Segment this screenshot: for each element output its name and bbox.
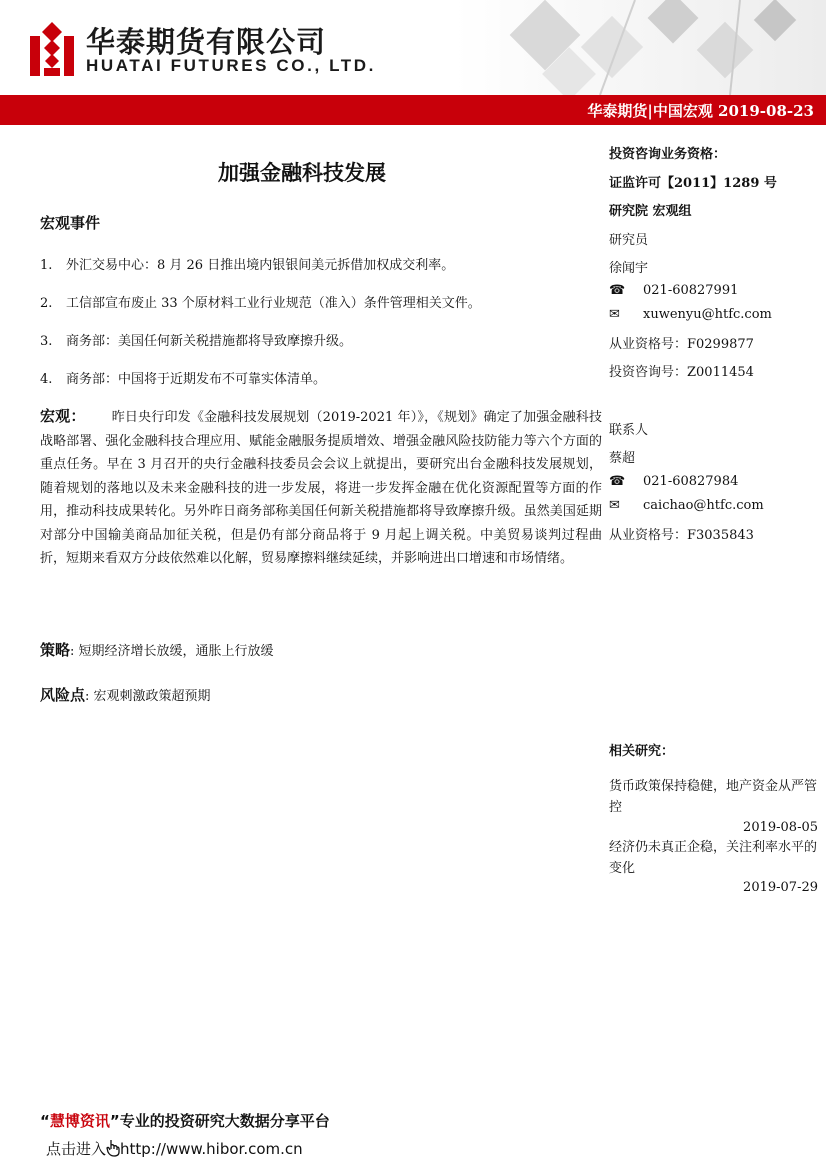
footer-slogan: “慧博资讯”专业的投资研究大数据分享平台 bbox=[40, 1112, 330, 1130]
huatai-logo-icon bbox=[28, 18, 76, 76]
contact-name: 蔡超 bbox=[609, 451, 636, 466]
header-red-bar bbox=[0, 95, 826, 125]
strategy-line bbox=[40, 639, 274, 660]
department: 研究院 宏观组 bbox=[609, 204, 692, 219]
related-item-date: 2019-08-05 bbox=[743, 820, 818, 835]
events-heading: 宏观事件 bbox=[40, 214, 101, 232]
contact-email[interactable]: ✉ caichao@htfc.com bbox=[609, 498, 764, 513]
license-number: 证监许可【2011】1289 号 bbox=[609, 176, 777, 191]
mail-icon: ✉ bbox=[609, 498, 620, 513]
related-item-date: 2019-07-29 bbox=[743, 880, 818, 895]
brand-name-en: HUATAI FUTURES CO., LTD. bbox=[86, 56, 376, 75]
contact-phone: ☎ 021-60827984 bbox=[609, 474, 739, 489]
contact-qualification: 从业资格号：F3035843 bbox=[609, 528, 754, 543]
researcher-email[interactable]: ✉ xuwenyu@htfc.com bbox=[609, 307, 772, 322]
phone-icon: ☎ bbox=[609, 283, 626, 298]
strategy-text: : 短期经济增长放缓，通胀上行放缓 bbox=[70, 644, 274, 659]
related-item-title[interactable]: 经济仍未真正企稳，关注利率水平的变化 bbox=[609, 840, 818, 876]
report-tagline: 华泰期货|中国宏观 2019-08-23 bbox=[587, 102, 814, 120]
list-item: 2. 工信部宣布废止 33 个原材料工业行业规范（准入）条件管理相关文件。 bbox=[40, 296, 481, 311]
researcher-qualification: 从业资格号：F0299877 bbox=[609, 337, 754, 352]
researcher-consult-number: 投资咨询号：Z0011454 bbox=[609, 365, 754, 380]
report-title: 加强金融科技发展 bbox=[218, 160, 386, 185]
phone-icon: ☎ bbox=[609, 474, 626, 489]
strategy-label: 策略 bbox=[40, 641, 71, 659]
contact-role: 联系人 bbox=[609, 423, 649, 438]
footer-brand: 慧博资讯 bbox=[49, 1112, 110, 1130]
researcher-phone: ☎ 021-60827991 bbox=[609, 283, 739, 298]
macro-paragraph bbox=[40, 405, 602, 571]
qualification-title: 投资咨询业务资格： bbox=[609, 147, 727, 162]
header-decoration bbox=[430, 0, 826, 95]
researcher-role: 研究员 bbox=[609, 233, 649, 248]
mail-icon: ✉ bbox=[609, 307, 620, 322]
researcher-name: 徐闻宇 bbox=[609, 261, 649, 276]
related-research-title: 相关研究： bbox=[609, 744, 675, 759]
related-item-title[interactable]: 货币政策保持稳健，地产资金从严管控 bbox=[609, 779, 818, 815]
pointer-hand-icon bbox=[106, 1139, 120, 1157]
risk-label: 风险点 bbox=[40, 686, 86, 704]
brand-name-cn: 华泰期货有限公司 bbox=[86, 25, 327, 59]
macro-label: 宏观： bbox=[40, 407, 86, 425]
risk-line bbox=[40, 684, 211, 705]
footer-link[interactable]: 点击进入 http://www.hibor.com.cn bbox=[46, 1140, 303, 1158]
list-item: 1. 外汇交易中心：8 月 26 日推出境内银银间美元拆借加权成交利率。 bbox=[40, 258, 455, 273]
list-item: 3. 商务部：美国任何新关税措施都将导致摩擦升级。 bbox=[40, 334, 353, 349]
events-list bbox=[40, 254, 580, 406]
report-header bbox=[0, 0, 826, 95]
list-item: 4. 商务部：中国将于近期发布不可靠实体清单。 bbox=[40, 372, 327, 387]
macro-text: 昨日央行印发《金融科技发展规划（2019-2021 年）》，《规划》确定了加强金融科技战略部署、强化金融科技合理应用、赋能金融服务提质增效、增强金融风险技防能力等六个方面的重点任务。早在 3 月召开的央行金融科技委员会会议上就提出，要研究出台金融科技发展规划，随着规划的落地以及未来金融科技的进一步发展，将进一步发挥金融在优化资源配置等方面的作用，推动科技成果转化。另外昨日商务部称美国任何新关税措施都将导致摩擦升级。虽然美国延期对部分中国输美商品加征关税，但是仍有部分商品将于 9 月起上调关税。中美贸易谈判过程曲折，短期来看双方分歧依然难以化解，贸易摩擦料继续延续，并影响进出口增速和市场情绪。 bbox=[40, 410, 602, 566]
risk-text: : 宏观刺激政策超预期 bbox=[85, 689, 211, 704]
